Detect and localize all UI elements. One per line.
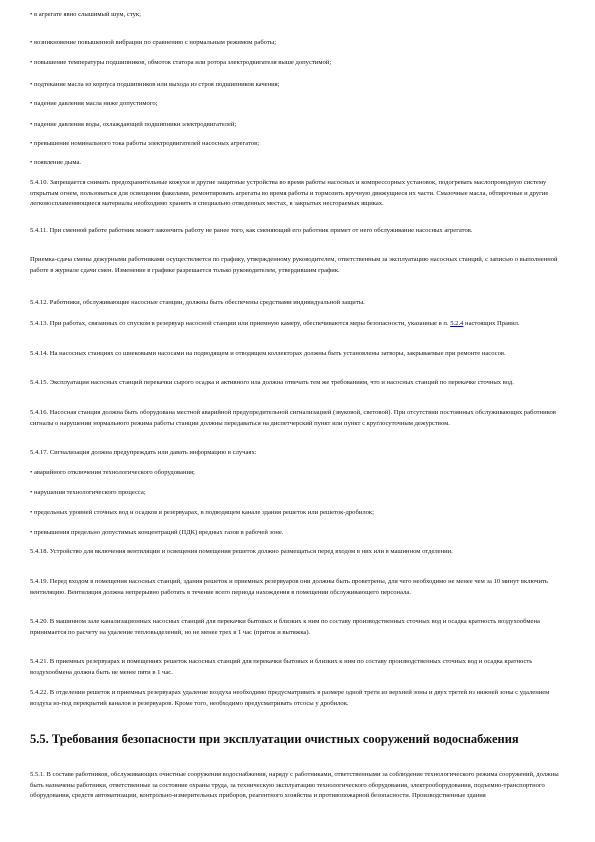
paragraph-24: 5.4.21. В приемных резервуарах и помещениях решеток насосных станций для перекачки бытовых и близких к ним по составу производственных сточных вод и осадка кратность воздухообмена должна быть не менее пяти в 1 час. [30,658,533,676]
paragraph-7: • появление дыма. [30,159,82,166]
paragraph-12-text-before: 5.4.13. При работах, связанных со спуском в резервуар насосной станции или приемную камеру, обеспечиваются меры безопасности, указанные в п. [30,320,451,327]
paragraph-25: 5.4.22. В отделении решеток и приемных резервуарах удаление воздуха необходимо предусматривать в размере одной трети из верхней зоны и двух третей из нижней зоны с удалением воздуха из-под перекрытий каналов и резервуаров. Кроме того, необходимо предусматривать отсосы у дробилок. [30,689,550,707]
paragraph-22: 5.4.19. Перед входом в помещения насосных станций, здания решеток и приемных резервуаров они должны быть проветрены, для чего необходимо не менее чем за 10 минут включить вентиляцию. Вентиляция должна непрерывно работать в течение всего периода нахождения в помещении обслуживающего персонала. [30,578,548,596]
paragraph-4: • падение давления масла ниже допустимого; [30,100,158,107]
paragraph-10: Приемка-сдача смены дежурными работниками осуществляется по графику, утвержденному руководителем, ответственным за эксплуатацию насосных станций, с записью о выполненной работе в журнале сдачи смен. Изменение в графике разрешается только руководителем, утвердившим график. [30,256,558,274]
paragraph-19: • предельных уровней сточных вод и осадков в резервуарах, в подводящем канале здания решеток или решеток-дробилок; [30,509,374,516]
section-heading: 5.5. Требования безопасности при эксплуатации очистных сооружений водоснабжения [30,732,519,746]
paragraph-9: 5.4.11. При сменной работе работник может закончить работу не ранее того, как сменяющий его работник примет от него обслуживание насосных агрегатов. [30,227,473,234]
paragraph-11: 5.4.12. Работники, обслуживающие насосные станции, должны быть обеспечены средствами индивидуальной защиты. [30,299,365,306]
paragraph-8: 5.4.10. Запрещается снимать предохранительные кожухи и другие защитные устройства во время работы насосных и компрессорных установок, подогревать маслопроводную систему открытым огнем, пользоваться для освещения факелами, ремонтировать агрегаты во время работы и тормозить вручную движущиеся их части. Смазочные масла, обтирочные и другие легковоспламеняющиеся материалы необходимо хранить в специально отведенных местах, в закрытых несгораемых ящиках. [30,179,549,208]
paragraph-5: • падение давления воды, охлаждающей подшипники электродвигателей; [30,121,237,128]
paragraph-12 [30,319,565,330]
section-paragraph: 5.5.1. В составе работников, обслуживающих очистные сооружения водоснабжения, наряду с работниками, ответственными за соблюдение технологического режима сооружений, должны быть назначены работники, ответственные за состояние охраны труда, за техническую эксплуатацию технологического оборудования, электрооборудования, подъемно-транспортного оборудования, средств автоматизации, контрольно-измерительных приборов, реагентного хозяйства и противопожарной безопасности. Производственные здания [30,771,559,800]
paragraph-2: • повышение температуры подшипников, обмоток статора или ротора электродвигателя выше допустимой; [30,59,332,66]
paragraph-3: • подтекание масла из корпуса подшипников или выхода из строя подшипников качения; [30,81,280,88]
paragraph-20: • превышения предельно допустимых концентраций (ПДК) вредных газов в рабочей зоне. [30,529,284,536]
paragraph-0: • в агрегате явно слышимый шум, стук; [30,11,141,18]
paragraph-6: • превышение номинального тока работы электродвигателей насосных агрегатов; [30,140,260,147]
paragraph-15: 5.4.16. Насосная станция должна быть оборудована местной аварийной предупредительной сигнализацией (звуковой, световой). При отсутствии постоянных обслуживающих работников сигналы о нарушении нормального режима работы станции должны передаваться на диспетчерский пункт или пункт с круглосуточным дежурством. [30,409,556,427]
paragraph-23: 5.4.20. В машинном зале канализационных насосных станций для перекачки бытовых и близких к ним по составу производственных сточных вод и осадка кратность воздухообмена принимается по расчету на удаление тепловыделений, но не менее трех в 1 час (приток и вытяжка). [30,618,540,636]
paragraph-16: 5.4.17. Сигнализация должна предупреждать или давать информацию в случаях: [30,449,257,456]
paragraph-17: • аварийного отключения технологического оборудования; [30,469,195,476]
paragraph-18: • нарушения технологического процесса; [30,489,146,496]
paragraph-14: 5.4.15. Эксплуатация насосных станций перекачки сырого осадка и активного ила должна отвечать тем же требованиям, что и насосных станций по перекачке сточных вод. [30,379,514,386]
paragraph-1: • возникновение повышенной вибрации по сравнению с нормальным режимом работы; [30,39,277,46]
paragraph-12-text-after: настоящих Правил. [463,320,520,327]
paragraph-13: 5.4.14. На насосных станциях со шнековыми насосами на подводящем и отводящем коллекторах должны быть установлены затворы, закрываемые при ремонте насосов. [30,350,506,357]
rule-5-2-4-link[interactable]: 5.2.4 [450,320,464,327]
paragraph-21: 5.4.18. Устройство для включения вентиляции и освещения помещения решеток должно размещаться перед входом в них или в машинном отделении. [30,548,453,555]
